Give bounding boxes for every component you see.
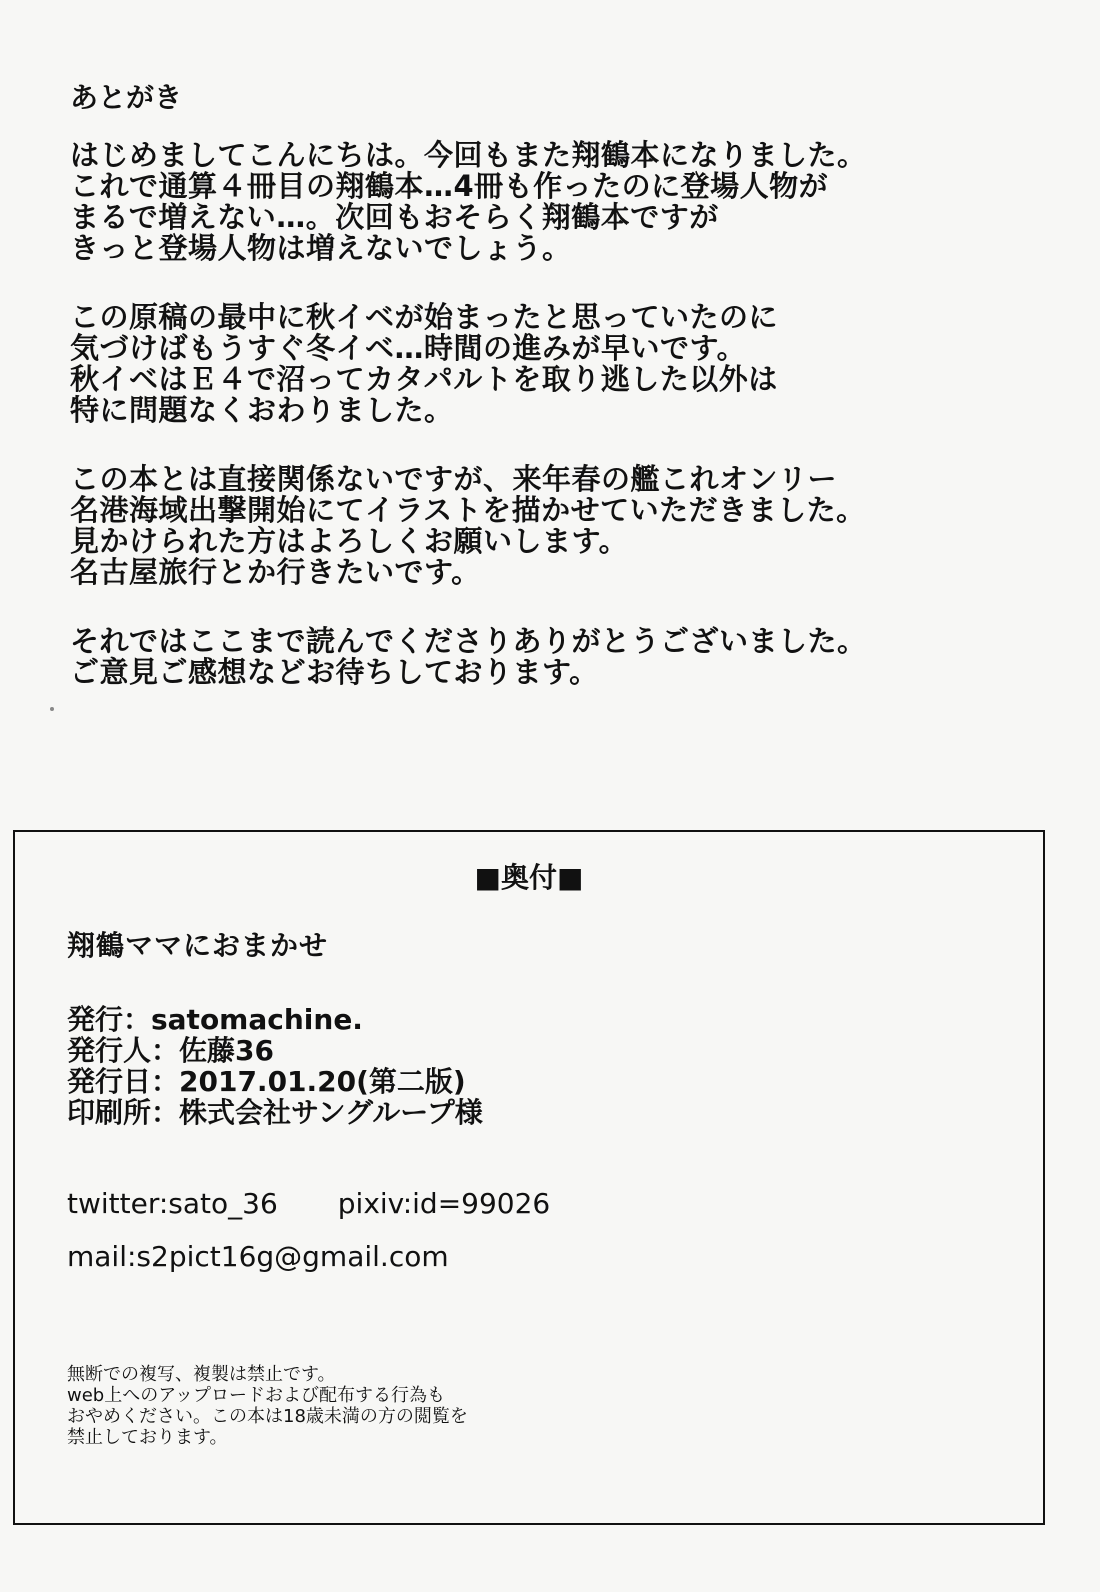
social-contacts <box>67 1187 550 1220</box>
publisher-row: 発行：satomachine. <box>67 1003 363 1036</box>
afterword-line: これで通算４冊目の翔鶴本…4冊も作ったのに登場人物が <box>70 169 829 203</box>
author-row: 発行人：佐藤36 <box>67 1034 274 1067</box>
notice-line: 無断での複写、複製は禁止です。 <box>67 1364 336 1385</box>
afterword-line: ご意見ご感想などお待ちしております。 <box>70 655 599 689</box>
afterword-line: 秋イベはＥ４で沼ってカタパルトを取り逃した以外は <box>70 362 778 396</box>
publish-date-row: 発行日：2017.01.20(第二版) <box>67 1065 466 1098</box>
afterword-paragraph-1 <box>70 140 1030 264</box>
copyright-notice <box>67 1364 468 1448</box>
afterword-title: あとがき <box>70 81 183 114</box>
afterword-paragraph-4 <box>70 626 1030 688</box>
afterword-line: それではここまで読んでくださりありがとうございました。 <box>70 624 867 658</box>
publication-info <box>67 1004 483 1128</box>
pixiv-id: pixiv:id=99026 <box>337 1187 551 1220</box>
afterword-line: この原稿の最中に秋イベが始まったと思っていたのに <box>70 300 779 334</box>
afterword-line: 名古屋旅行とか行きたいです。 <box>70 555 481 589</box>
afterword-line: 名港海域出撃開始にてイラストを描かせていただきました。 <box>70 493 866 527</box>
twitter-handle: twitter:sato_36 <box>67 1187 278 1220</box>
colophon-heading: ■奥付■ <box>474 861 584 894</box>
afterword-paragraph-2 <box>70 302 1030 426</box>
book-title: 翔鶴ママにおまかせ <box>67 929 329 962</box>
notice-line: おやめください。この本は18歳未満の方の閲覧を <box>67 1406 468 1427</box>
colophon-box <box>13 830 1045 1525</box>
afterword-line: きっと登場人物は増えないでしょう。 <box>70 231 572 265</box>
paper-speck <box>50 707 54 711</box>
afterword-line: この本とは直接関係ないですが、来年春の艦これオンリー <box>70 462 838 496</box>
printer-row: 印刷所：株式会社サングループ様 <box>67 1096 483 1129</box>
notice-line: 禁止しております。 <box>67 1427 228 1448</box>
afterword-line: 気づけばもうすぐ冬イベ…時間の進みが早いです。 <box>70 331 747 365</box>
afterword-line: 特に問題なくおわりました。 <box>70 393 454 427</box>
afterword-line: まるで増えない…。次回もおそらく翔鶴本ですが <box>70 200 719 234</box>
afterword-line: はじめましてこんにちは。今回もまた翔鶴本になりました。 <box>70 138 867 172</box>
afterword-paragraph-3 <box>70 464 1030 588</box>
afterword-line: 見かけられた方はよろしくお願いします。 <box>70 524 629 558</box>
mail-address: mail:s2pict16g@gmail.com <box>67 1240 449 1273</box>
afterword-section <box>70 78 1030 726</box>
notice-line: web上へのアップロードおよび配布する行為も <box>67 1385 445 1406</box>
